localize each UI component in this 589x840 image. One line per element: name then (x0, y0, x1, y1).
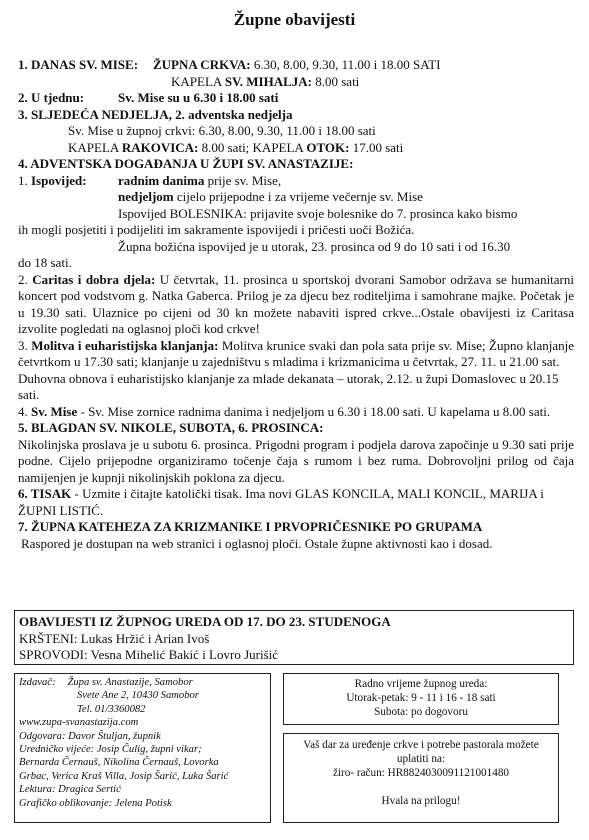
chapel-rakovica: RAKOVICA: (121, 139, 199, 155)
advent-mass-paragraph (18, 404, 574, 421)
press-label: 6. TISAK (18, 486, 72, 501)
notices-body (18, 57, 574, 552)
confession-label: Ispovijed: (31, 172, 87, 188)
chapel-mihalj-name: SV. MIHALJA: (224, 73, 312, 89)
section-7-label: 7. ŽUPNA KATEHEZA ZA KRIZMANIKE I PRVOPRIČESNIKE PO GRUPAMA (18, 519, 483, 534)
hours-weekdays: Utorak-petak: 9 - 11 i 16 - 18 sati (346, 692, 496, 704)
weekday-mass-times: Sv. Mise su u 6.30 i 18.00 sati (118, 90, 279, 105)
st-nicholas-paragraph: Nikolinjska proslava je u subotu 6. prosinca. Prigodni program i podjela darova započinje u 9.30 sati prije podne. Cijelo prijepodne organiziramo točenje čaja s rumom i bez ruma. Dobrovoljni prilog od čaja namijenjen je kupnji nikolinjskih poklona za djecu. (18, 436, 574, 485)
section-5-label: 5. BLAGDAN SV. NIKOLE, SUBOTA, 6. PROSINCA: (18, 420, 324, 435)
hours-heading: Radno vrijeme župnog ureda: (354, 678, 488, 690)
parish-office-box (14, 610, 574, 665)
imprint-editorial-1: Uredničko vijeće: Josip Čulig, župni vikar; (19, 744, 202, 756)
donation-spacer (284, 780, 558, 794)
imprint-editorial-3: Grbac, Verica Kraš Villa, Josip Šarić, Luka Šarić (19, 770, 229, 782)
confession-sundays (18, 189, 574, 206)
donation-account: žiro- račun: HR8824030091121001480 (332, 767, 510, 779)
next-sunday-chapels (18, 140, 574, 157)
church-times: 6.30, 8.00, 9.30, 11.00 i 18.00 SATI (250, 57, 441, 72)
section-1-label: 1. DANAS SV. MISE: (18, 57, 139, 72)
caritas-label: Caritas i dobra djela: (32, 271, 156, 287)
church-mass-times (153, 57, 440, 74)
retreat-paragraph: Duhovna obnova i euharistijsko klanjanje za mlade dekanata – utorak, 2.12. u župi Domaslovec u 20.15 sati. (18, 370, 559, 402)
imprint-phone: Tel. 01/3360082 (77, 703, 146, 715)
confession-weekdays-bold: radnim danima (118, 172, 205, 188)
confession-sick-2: ih mogli posjetiti i podijeliti im sakramente ispovijedi i pričesti uoči Božića. (18, 222, 415, 237)
section-mass-today (18, 57, 574, 74)
confession-christmas-2: do 18 sati. (18, 255, 72, 270)
prayer-num: 3. (18, 337, 32, 353)
prayer-text: Molitva krunice svaki dan pola sata prije sv. Mise; Župno klanjanje četvrtkom u 17.30 sati; klanjanje u zajedništvu s mladima i krizmanicima u četvrtak, 27. 11. u 21.00 sat. (18, 337, 575, 369)
caritas-num: 2. (18, 271, 33, 287)
section-3-label: 3. SLJEDEĆA NEDJELJA, 2. adventska nedjelja (18, 106, 293, 122)
confession-sundays-bold: nedjeljom (118, 189, 174, 204)
imprint-publisher-value: Župa sv. Anastazije, Samobor (67, 677, 193, 688)
donation-line-1: Vaš dar za uređenje crkve i potrebe pastorala možete (303, 739, 539, 751)
next-sunday-parish: Sv. Mise u župnoj crkvi: 6.30, 8.00, 9.30, 11.00 i 18.00 sati (68, 123, 376, 138)
imprint-website: www.zupa-svanastazija.com (19, 717, 139, 729)
confession-sick-1: Ispovijed BOLESNIKA: prijavite svoje bolesnike do 7. prosinca kako bismo (118, 205, 518, 221)
imprint-publisher (19, 676, 270, 689)
office-baptized: KRŠTENI: Lukas Hržić i Arian Ivoš (19, 630, 210, 646)
donation-line-2: uplatiti na: (396, 753, 446, 765)
page-title: Župne obavijesti (233, 10, 356, 29)
imprint-box (14, 673, 271, 823)
confession-label-wrap (18, 173, 118, 190)
section-weekdays (18, 90, 574, 107)
advent-mass-num: 4. (18, 403, 31, 419)
chapel-text-2: 8.00 sati; KAPELA (198, 139, 307, 155)
chapel-text-1: KAPELA (68, 139, 122, 155)
confession-weekdays (118, 173, 281, 190)
donation-thanks: Hvala na prilogu! (381, 795, 461, 807)
confession-sundays-rest: cijelo prijepodne i za vrijeme večernje sv. Mise (173, 189, 423, 204)
imprint-editorial-2: Bernarda Černauš, Nikolina Černauš, Lovorka (19, 757, 219, 769)
hours-saturday: Subota: po dogovoru (374, 706, 468, 718)
chapel-text-3: 17.00 sati (349, 139, 404, 155)
advent-mass-text: - Sv. Mise zornice radnima danima i nedjeljom u 6.30 i 18.00 sati. U kapelama u 8.00 sati. (77, 403, 551, 419)
office-funerals: SPROVODI: Vesna Mihelić Bakić i Lovro Jurišić (19, 647, 279, 662)
press-paragraph (18, 486, 574, 519)
prayer-paragraph (18, 338, 574, 371)
advent-mass-label: Sv. Mise (31, 403, 78, 419)
catechesis-text: Raspored je dostupan na web stranici i oglasnoj ploči. Ostale župne aktivnosti kao i dosad. (21, 535, 493, 551)
office-hours-box (283, 673, 559, 725)
confession-num: 1. (18, 172, 31, 188)
church-label: ŽUPNA CRKVA: (153, 57, 251, 72)
prayer-label: Molitva i euharistijska klanjanja: (31, 337, 219, 353)
office-heading: OBAVIJESTI IZ ŽUPNOG UREDA OD 17. DO 23. STUDENOGA (19, 614, 391, 629)
chapel-prefix: KAPELA (171, 73, 225, 89)
imprint-address: Svete Ane 2, 10430 Samobor (77, 690, 199, 702)
caritas-text: U četvrtak, 11. prosinca u sportskoj dvorani Samobor održava se humanitarni koncert pod vodstvom g. Natka Gaberca. Prilog je za djecu bez roditeljima i samohrane majke. Početak je u 19.30 sati. Ulaznice po cijeni od 30 kn možete nabaviti ispred crkve...Ostale obavijesti iz Caritasa izvolite pogledati na oglasnoj ploči kod crkve! (18, 271, 574, 336)
section-2-label: 2. U tjednu: (18, 90, 85, 105)
section-4-label: 4. ADVENTSKA DOGAĐANJA U ŽUPI SV. ANASTAZIJE: (18, 156, 354, 171)
chapel-mihalj-times: 8.00 sati (311, 73, 360, 89)
imprint-publisher-label: Izdavač: (19, 677, 56, 688)
chapel-otok: OTOK: (306, 139, 350, 155)
confession-christmas: Župna božićna ispovijed je u utorak, 23. prosinca od 9 do 10 sati i od 16.30 (118, 238, 511, 254)
donation-box (283, 733, 559, 823)
confession-weekdays-rest: prije sv. Mise, (204, 172, 282, 188)
imprint-proofreading: Lektura: Dragica Sertić (19, 784, 121, 796)
caritas-paragraph (18, 272, 574, 338)
confession-line-1 (18, 173, 574, 190)
press-text: - Uzmite i čitajte katolički tisak. Ima novi GLAS KONCILA, MALI KONCIL, MARIJA i ŽUPNI LISTIĆ. (18, 486, 544, 518)
imprint-responsible: Odgovara: Davor Štuljan, župnik (19, 730, 161, 742)
chapel-mihalj-line (18, 74, 574, 91)
imprint-design: Grafičko oblikovanje: Jelena Potisk (19, 797, 172, 809)
